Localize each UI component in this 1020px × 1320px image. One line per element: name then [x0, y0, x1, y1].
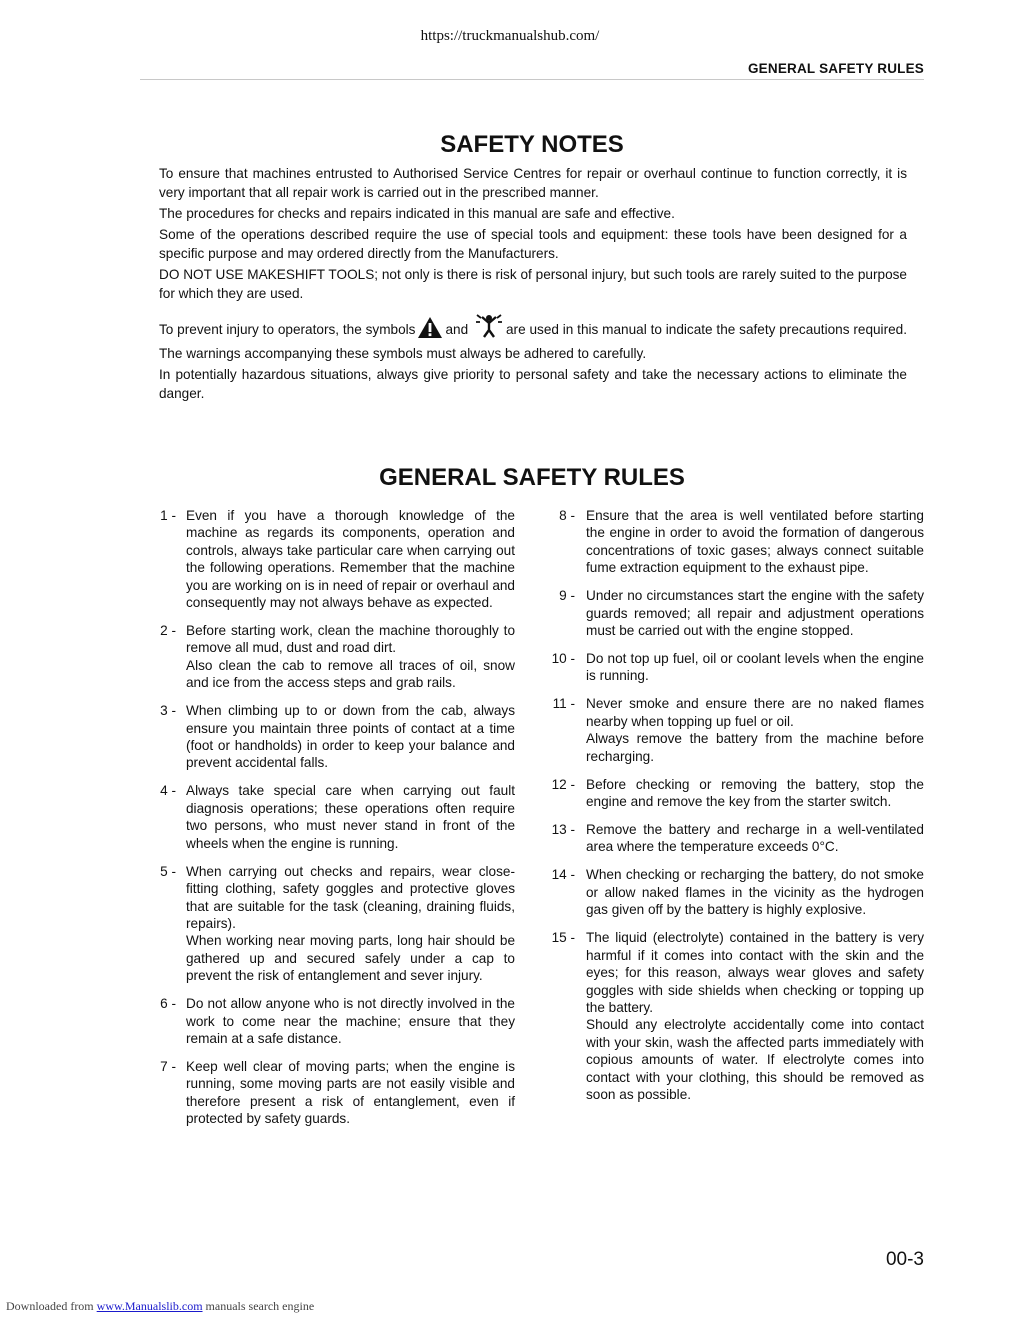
rule-text: [586, 587, 924, 639]
rule-text: [586, 507, 924, 577]
safety-notes-paragraph: To ensure that machines entrusted to Authorised Service Centres for repair or overhaul continue to function correctly, it is very important that all repair work is carried out in the prescribed manner.: [159, 166, 907, 200]
rule-text: [186, 995, 515, 1047]
rule-text-line: Do not allow anyone who is not directly involved in the work to come near the machine; ensure that they remain at a safe distance.: [186, 996, 515, 1046]
rule-number: 2 -: [160, 623, 176, 639]
safety-notes-paragraph: The procedures for checks and repairs indicated in this manual are safe and effective.: [159, 206, 675, 221]
rule-text: [186, 507, 515, 611]
rule-text-line: When checking or recharging the battery, do not smoke or allow naked flames in the vicinity as the hydrogen gas given off by the battery is highly explosive.: [586, 867, 924, 918]
rule-number: 7 -: [160, 1058, 176, 1074]
rule-text-line: The liquid (electrolyte) contained in the battery is very harmful if it comes into contact with the skin and the eyes; for this reason, always wear gloves and safety goggles with side shields when checking or topping up the battery.: [586, 930, 924, 1015]
rule-item: [545, 776, 924, 811]
danger-person-icon: [474, 313, 504, 344]
rule-text-line: Always remove the battery from the machine before recharging.: [586, 731, 924, 764]
page-number: 00-3: [885, 1249, 924, 1270]
rule-text: [186, 1058, 515, 1128]
header-divider: [140, 79, 924, 80]
safety-notes-symbols-paragraph: [159, 313, 907, 363]
rule-item: [140, 995, 515, 1047]
symbols-text-before: To prevent injury to operators, the symbols: [159, 322, 416, 337]
rule-item: [140, 863, 515, 985]
rule-text: [586, 866, 924, 918]
footer: [6, 1299, 314, 1314]
rule-item: [545, 821, 924, 856]
rule-number: 8 -: [559, 508, 575, 523]
rule-text-line: Do not top up fuel, oil or coolant levels when the engine is running.: [586, 651, 924, 684]
rule-number: 15 -: [551, 930, 575, 946]
safety-notes-paragraph: In potentially hazardous situations, always give priority to personal safety and take the necessary actions to eliminate the danger.: [159, 367, 907, 401]
rule-text-line: Keep well clear of moving parts; when the engine is running, some moving parts are not easily visible and therefore present a risk of entanglement, even if protected by safety guards.: [186, 1058, 515, 1127]
rule-item: [140, 507, 515, 611]
rule-text-line: When working near moving parts, long hair should be gathered up and secured safely under a cap to prevent the risk of entanglement and sever injury.: [186, 933, 515, 984]
footer-prefix: Downloaded from: [6, 1299, 94, 1313]
general-rules-title: GENERAL SAFETY RULES: [379, 464, 685, 491]
rule-text-line: Also clean the cab to remove all traces of oil, snow and ice from the access steps and grab rails.: [186, 657, 515, 691]
rule-text: [586, 776, 924, 811]
rule-number: 13 -: [551, 822, 575, 838]
rule-text: [586, 650, 924, 685]
rule-number: 14 -: [551, 867, 575, 883]
rule-text: [186, 863, 515, 985]
rule-item: [545, 695, 924, 765]
rule-text-line: Even if you have a thorough knowledge of the machine as regards its components, operation and controls, always take particular care when carrying out the following operations. Remember that the machine you are working on is in need of repair or overhaul and consequently may not always behave as expected.: [186, 508, 515, 611]
rule-text: [586, 821, 924, 856]
running-head: GENERAL SAFETY RULES: [747, 61, 924, 76]
rule-text: [586, 929, 924, 1103]
rule-item: [545, 866, 924, 918]
rule-item: [140, 1058, 515, 1128]
rule-number: 11 -: [552, 696, 575, 712]
rule-item: [545, 929, 924, 1103]
footer-suffix: manuals search engine: [205, 1299, 315, 1313]
rule-text: [586, 695, 924, 765]
rule-number: 1 -: [160, 508, 176, 523]
safety-notes-title: SAFETY NOTES: [440, 131, 624, 158]
rules-left-column: [140, 507, 515, 1138]
rule-item: [140, 622, 515, 692]
rule-number: 4 -: [160, 783, 176, 799]
rule-text-line: Under no circumstances start the engine with the safety guards removed; all repair and adjustment operations must be carried out with the engine stopped.: [586, 588, 924, 639]
safety-notes-body: [159, 164, 907, 405]
rule-text-line: When carrying out checks and repairs, wear close-fitting clothing, safety goggles and protective gloves that are suitable for the task (cleaning, draining fluids, repairs).: [186, 863, 515, 931]
rule-item: [545, 587, 924, 639]
rule-item: [140, 702, 515, 772]
symbols-text-and: and: [445, 322, 469, 337]
rule-text-line: Always take special care when carrying out fault diagnosis operations; these operations often require two persons, who must never stand in front of the wheels when the engine is running.: [186, 783, 515, 851]
rule-text-line: Remove the battery and recharge in a well-ventilated area where the temperature exceeds 0°C.: [586, 822, 924, 855]
rule-item: [140, 782, 515, 852]
rule-number: 5 -: [160, 863, 176, 879]
safety-notes-paragraph: Some of the operations described require the use of special tools and equipment: these tools have been designed for a specific purpose and may ordered directly from the Manufacturers.: [159, 227, 907, 261]
symbols-text-after: are used in this manual to indicate the safety precautions required. The warnings accompanying these symbols must always be adhered to carefully.: [159, 322, 908, 361]
rule-text: [186, 702, 515, 772]
rule-number: 12 -: [551, 776, 575, 792]
rule-text-line: When climbing up to or down from the cab, always ensure you maintain three points of contact at a time (foot or handholds) in order to keep your balance and prevent accidental falls.: [186, 703, 515, 771]
rule-text: [186, 782, 515, 852]
rule-number: 6 -: [160, 996, 176, 1012]
rule-text-line: Never smoke and ensure there are no naked flames nearby when topping up fuel or oil.: [586, 696, 924, 729]
rule-text: [186, 622, 515, 692]
manualslib-link[interactable]: www.Manualslib.com: [96, 1299, 203, 1313]
source-url: https://truckmanualshub.com/: [420, 28, 600, 44]
rule-text-line: Should any electrolyte accidentally come into contact with your skin, wash the affected parts immediately with copious amounts of water. If electrolyte comes into contact with your clothing, this should be removed as soon as possible.: [586, 1017, 924, 1102]
rule-text-line: Before checking or removing the battery, stop the engine and remove the key from the starter switch.: [586, 776, 924, 810]
rule-number: 10 -: [551, 651, 575, 667]
safety-notes-paragraph: DO NOT USE MAKESHIFT TOOLS; not only is there is risk of personal injury, but such tools are rarely suited to the purpose for which they are used.: [159, 267, 907, 301]
rule-item: [545, 507, 924, 577]
warning-triangle-icon: [417, 316, 443, 344]
rule-text-line: Before starting work, clean the machine thoroughly to remove all mud, dust and road dirt.: [186, 623, 515, 656]
rule-text-line: Ensure that the area is well ventilated before starting the engine in order to avoid the formation of dangerous concentrations of toxic gases; always connect suitable fume extraction equipment to the exhaust pipe.: [586, 508, 924, 576]
rule-number: 9 -: [559, 588, 575, 604]
rule-item: [545, 650, 924, 685]
rules-right-column: [545, 507, 924, 1114]
rule-number: 3 -: [160, 703, 176, 719]
